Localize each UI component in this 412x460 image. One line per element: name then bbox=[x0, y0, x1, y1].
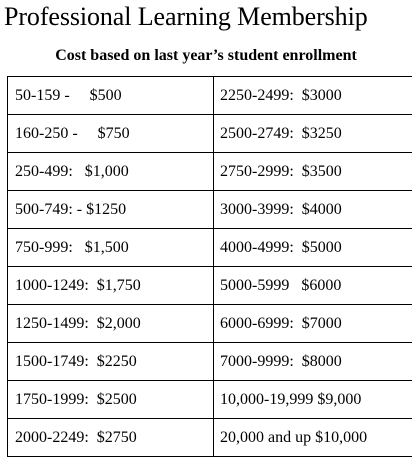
enrollment-cost-cell: 160-250 - $750 bbox=[8, 115, 214, 153]
membership-cost-table bbox=[7, 76, 412, 457]
enrollment-cost-cell: 2250-2499: $3000 bbox=[214, 77, 412, 115]
table-row bbox=[8, 77, 412, 115]
enrollment-cost-cell: 10,000-19,999 $9,000 bbox=[214, 381, 412, 419]
enrollment-cost-cell: 4000-4999: $5000 bbox=[214, 229, 412, 267]
enrollment-cost-cell: 500-749: - $1250 bbox=[8, 191, 214, 229]
table-row bbox=[8, 153, 412, 191]
table-row bbox=[8, 267, 412, 305]
page-subtitle: Cost based on last year’s student enrollment bbox=[55, 47, 357, 64]
page-title: Professional Learning Membership bbox=[4, 2, 368, 31]
table-row bbox=[8, 419, 412, 457]
table-row bbox=[8, 229, 412, 267]
table-row bbox=[8, 191, 412, 229]
table-row bbox=[8, 343, 412, 381]
enrollment-cost-cell: 1750-1999: $2500 bbox=[8, 381, 214, 419]
table-row bbox=[8, 305, 412, 343]
enrollment-cost-cell: 20,000 and up $10,000 bbox=[214, 419, 412, 457]
enrollment-cost-cell: 2000-2249: $2750 bbox=[8, 419, 214, 457]
enrollment-cost-cell: 50-159 - $500 bbox=[8, 77, 214, 115]
enrollment-cost-cell: 6000-6999: $7000 bbox=[214, 305, 412, 343]
enrollment-cost-cell: 1500-1749: $2250 bbox=[8, 343, 214, 381]
enrollment-cost-cell: 2500-2749: $3250 bbox=[214, 115, 412, 153]
enrollment-cost-cell: 7000-9999: $8000 bbox=[214, 343, 412, 381]
enrollment-cost-cell: 5000-5999 $6000 bbox=[214, 267, 412, 305]
enrollment-cost-cell: 1250-1499: $2,000 bbox=[8, 305, 214, 343]
enrollment-cost-cell: 3000-3999: $4000 bbox=[214, 191, 412, 229]
enrollment-cost-cell: 750-999: $1,500 bbox=[8, 229, 214, 267]
enrollment-cost-cell: 1000-1249: $1,750 bbox=[8, 267, 214, 305]
table-row bbox=[8, 115, 412, 153]
table-row bbox=[8, 381, 412, 419]
enrollment-cost-cell: 250-499: $1,000 bbox=[8, 153, 214, 191]
enrollment-cost-cell: 2750-2999: $3500 bbox=[214, 153, 412, 191]
